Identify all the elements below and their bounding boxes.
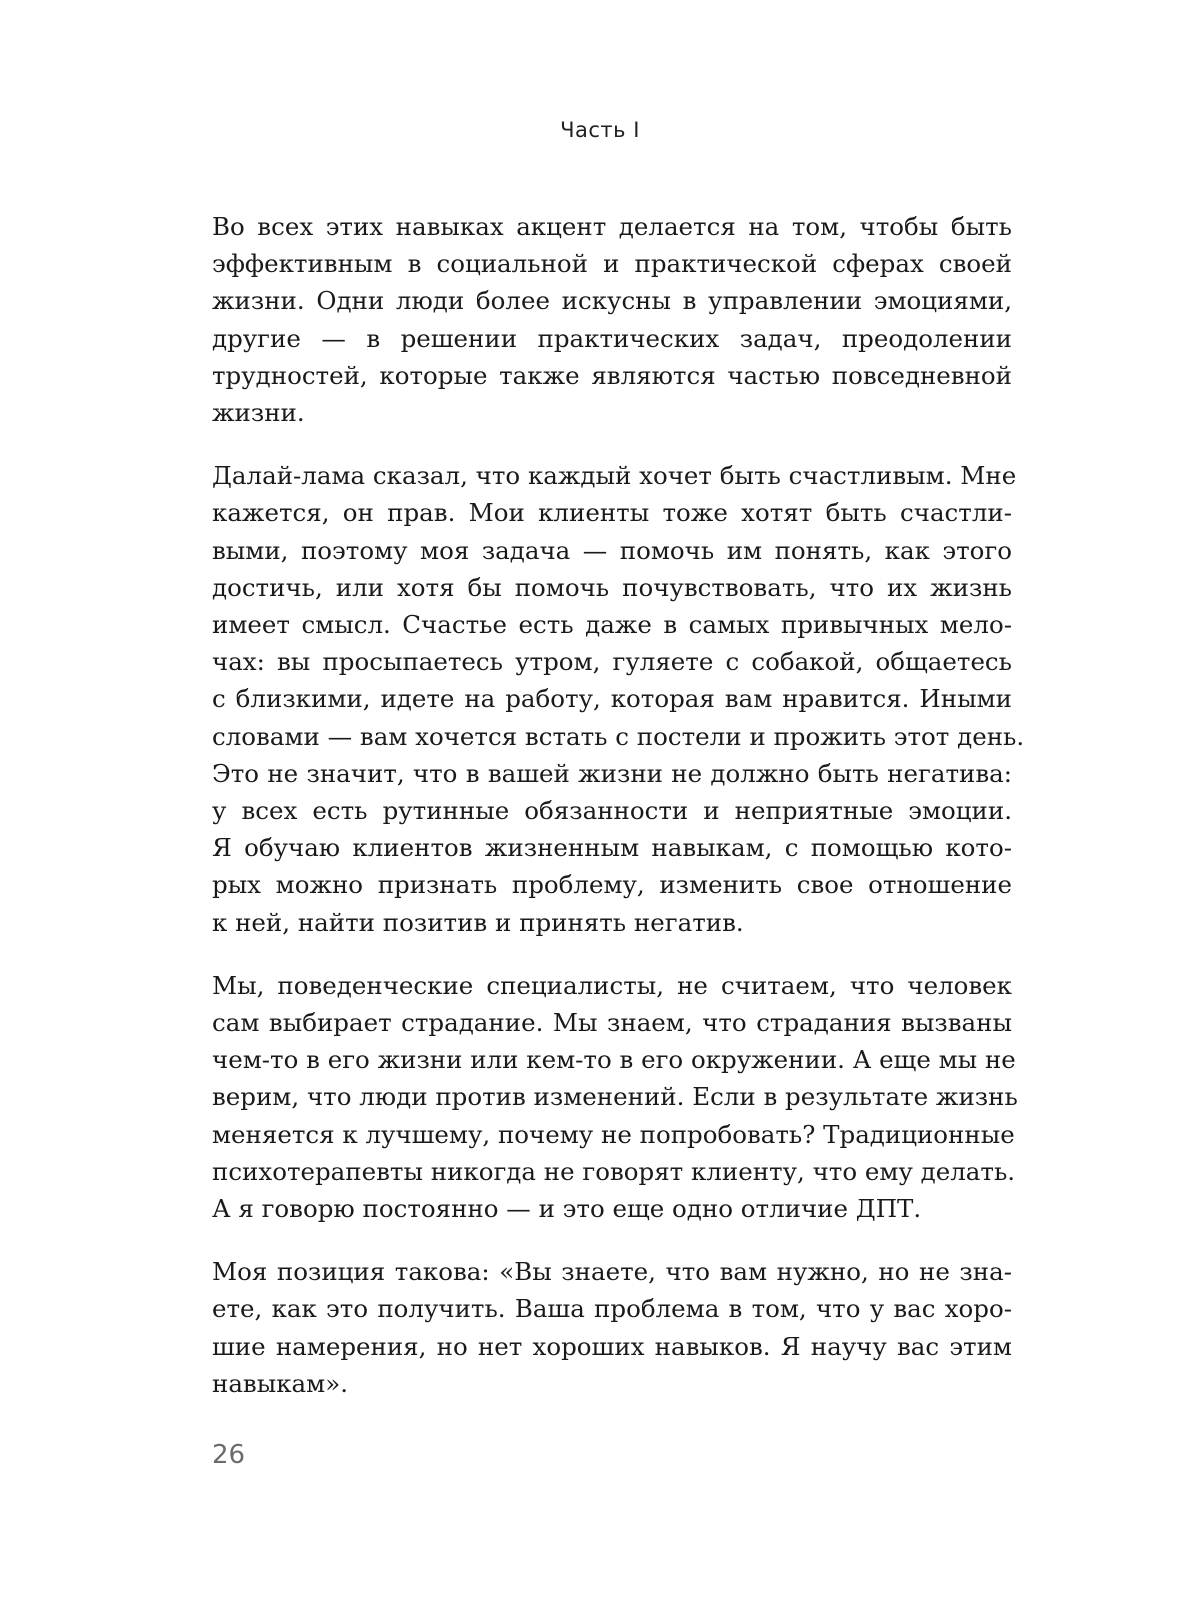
text-line: Во всех этих навыках акцент делается на том, чтобы быть <box>212 212 1012 241</box>
text-line: у всех есть рутинные обязанности и неприятные эмоции. <box>212 796 1012 826</box>
text-line: эффективным в социальной и практической сферах своей <box>212 249 1012 279</box>
paragraph-3 <box>212 967 1018 1227</box>
text-line: Далай-лама сказал, что каждый хочет быть счастливым. Мне <box>212 461 1017 491</box>
text-line: жизни. Одни люди более искусны в управлении эмоциями, <box>212 286 1012 316</box>
text-line: кажется, он прав. Мои клиенты тоже хотят быть счастли- <box>212 498 1012 528</box>
text-line: ете, как это получить. Ваша проблема в том, что у вас хоро- <box>212 1294 1012 1324</box>
paragraph-4 <box>212 1253 1012 1402</box>
text-line: к ней, найти позитив и принять негатив. <box>212 907 744 937</box>
running-header: Часть I <box>560 118 640 142</box>
text-line: имеет смысл. Счастье есть даже в самых привычных мело- <box>212 610 1012 640</box>
text-line: шие намерения, но нет хороших навыков. Я научу вас этим <box>212 1331 1012 1361</box>
paragraph-2 <box>212 457 1025 941</box>
text-line: верим, что люди против изменений. Если в результате жизнь <box>212 1082 1018 1112</box>
body-text <box>212 208 1025 1428</box>
text-line: жизни. <box>212 398 305 428</box>
page-number: 26 <box>212 1440 246 1470</box>
text-line: А я говорю постоянно — и это еще одно отличие ДПТ. <box>212 1194 922 1224</box>
text-line: трудностей, которые также являются частью повседневной <box>212 360 1012 390</box>
text-line: Это не значит, что в вашей жизни не должно быть негатива: <box>212 758 1012 788</box>
text-line: выми, поэтому моя задача — помочь им понять, как этого <box>212 535 1012 565</box>
text-line: словами — вам хочется встать с постели и прожить этот день. <box>212 721 1025 751</box>
text-line: Моя позиция такова: «Вы знаете, что вам нужно, но не зна- <box>212 1257 1012 1287</box>
text-line: чах: вы просыпаетесь утром, гуляете с собакой, общаетесь <box>212 647 1012 677</box>
text-line: другие — в решении практических задач, преодолении <box>212 323 1012 353</box>
text-line: меняется к лучшему, почему не попробовать? Традиционные <box>212 1119 1015 1149</box>
text-line: с близкими, идете на работу, которая вам нравится. Иными <box>212 684 1012 714</box>
paragraph-1 <box>212 208 1012 431</box>
text-line: сам выбирает страдание. Мы знаем, что страдания вызваны <box>212 1008 1012 1038</box>
text-line: Мы, поведенческие специалисты, не считаем, что человек <box>212 970 1012 1000</box>
text-line: навыкам». <box>212 1368 348 1398</box>
text-line: чем-то в его жизни или кем-то в его окружении. А еще мы не <box>212 1045 1016 1075</box>
text-line: Я обучаю клиентов жизненным навыкам, с помощью кото- <box>212 833 1012 863</box>
text-line: психотерапевты никогда не говорят клиенту, что ему делать. <box>212 1156 1016 1186</box>
text-line: рых можно признать проблему, изменить свое отношение <box>212 870 1012 900</box>
text-line: достичь, или хотя бы помочь почувствовать, что их жизнь <box>212 572 1012 602</box>
